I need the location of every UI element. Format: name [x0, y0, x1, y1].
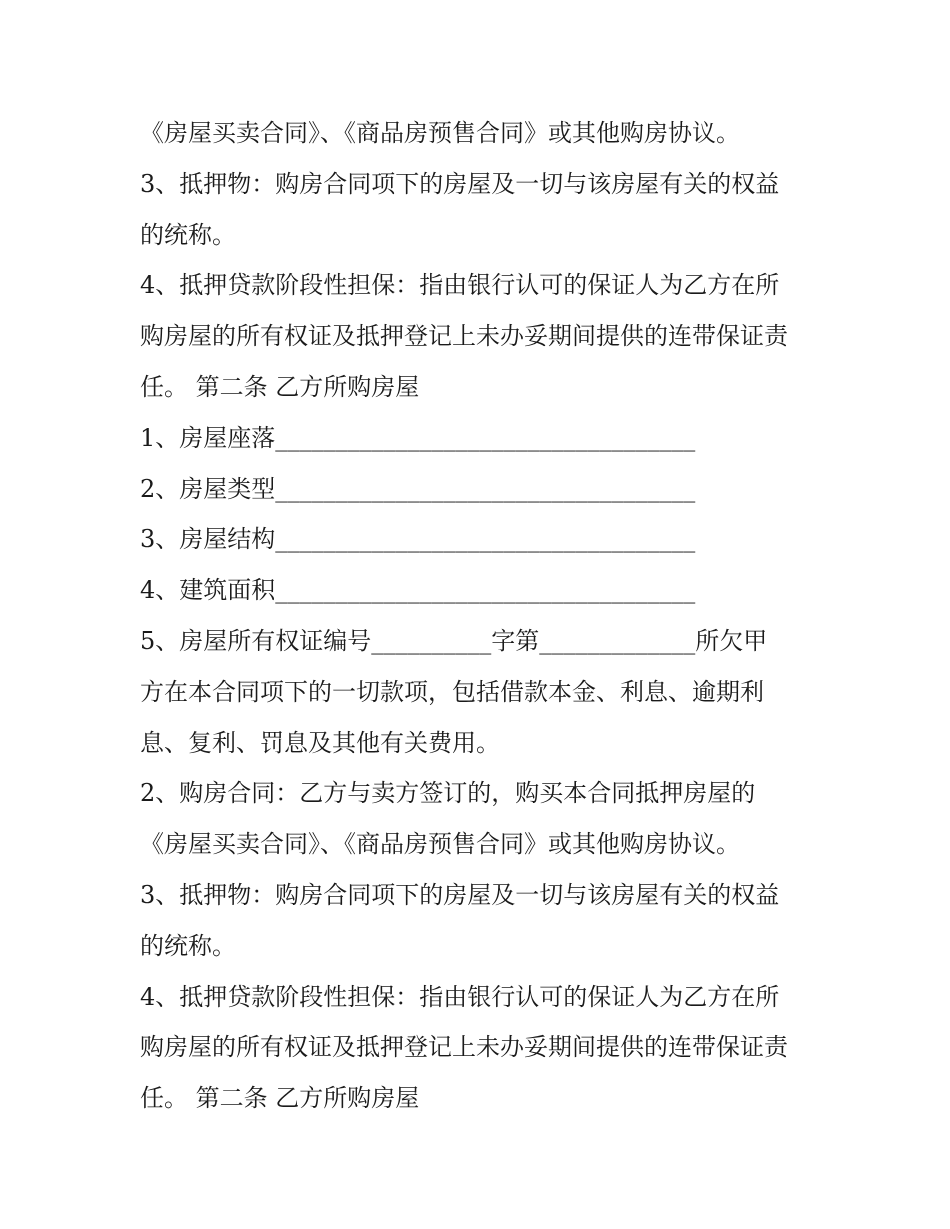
text-line: 3、抵押物：购房合同项下的房屋及一切与该房屋有关的权益: [140, 169, 780, 198]
text-line: 息、复利、罚息及其他有关费用。: [140, 728, 500, 757]
text-line: 1、房屋座落___________________________________: [140, 423, 696, 452]
text-line: 2、房屋类型___________________________________: [140, 474, 696, 503]
text-line: 《房屋买卖合同》、《商品房预售合同》或其他购房协议。: [140, 119, 740, 147]
text-line: 4、抵押贷款阶段性担保：指由银行认可的保证人为乙方在所: [140, 982, 780, 1011]
text-line: 任。 第二条 乙方所购房屋: [140, 372, 420, 401]
text-line: 《房屋买卖合同》、《商品房预售合同》或其他购房协议。: [140, 830, 740, 859]
text-line: 3、房屋结构___________________________________: [140, 525, 696, 554]
text-line: 4、建筑面积___________________________________: [140, 576, 696, 605]
text-line: 3、抵押物：购房合同项下的房屋及一切与该房屋有关的权益: [140, 880, 780, 909]
text-line: 方在本合同项下的一切款项，包括借款本金、利息、逾期利: [140, 677, 764, 706]
text-line: 的统称。: [140, 931, 236, 960]
text-line: 购房屋的所有权证及抵押登记上未办妥期间提供的连带保证责: [140, 322, 788, 351]
text-line: 5、房屋所有权证编号__________字第_____________所欠甲: [140, 626, 768, 655]
document-body: [140, 108, 830, 1124]
text-line: 的统称。: [140, 220, 236, 249]
text-line: 2、购房合同：乙方与卖方签订的，购买本合同抵押房屋的: [140, 779, 756, 808]
text-line: 4、抵押贷款阶段性担保：指由银行认可的保证人为乙方在所: [140, 271, 780, 300]
text-line: 任。 第二条 乙方所购房屋: [140, 1084, 420, 1113]
text-line: 购房屋的所有权证及抵押登记上未办妥期间提供的连带保证责: [140, 1033, 788, 1062]
